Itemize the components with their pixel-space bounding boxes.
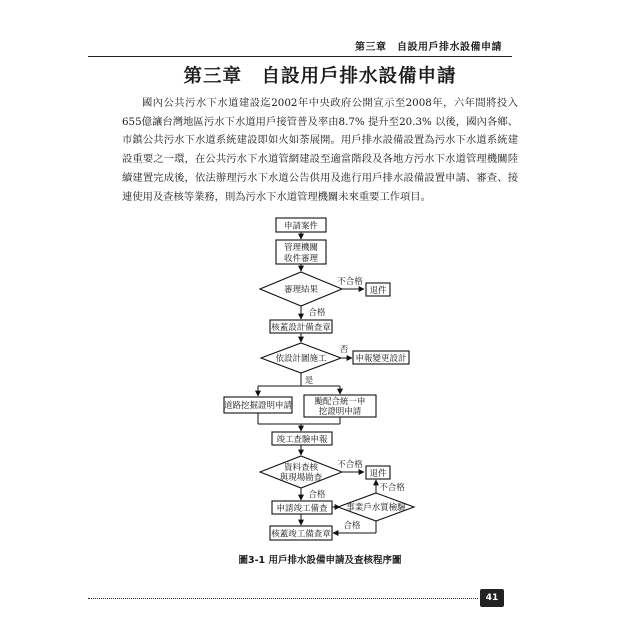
node-receive-text-2: 收件審理 [283,254,319,264]
node-receive-text-1: 管理機關 [283,243,319,253]
node-return-1-text: 退件 [369,286,387,296]
label-water-pass: 合格 [343,521,361,531]
node-water-text: 事業戶水質檢驗 [346,503,406,513]
node-completion-text: 竣工查驗申報 [276,435,328,445]
footer-dotted-rule [88,598,478,599]
page-number: 41 [480,589,504,607]
chapter-title: 第三章 自設用戶排水設備申請 [183,66,457,87]
node-approve-completion-text: 核蓋竣工備查章 [271,529,331,540]
body-paragraph: 國內公共污水下水道建設迄2002年中央政府公開宣示至2008年，六年間將投入655億讓台灣地區污水下水道用戶接管普及率由8.7% 提升至20.3% 以後，國內各鄉、市鎮公共污水下水道系統建設即如火如荼展開。用戶排水設備設置為污水下水道系統建設重要之一環，在公共污水下水道管網建設至適當階段及各地方污水下水道管理機關陸續建置完成後，依法辦理污水下水道公告供用及進行用戶排水設備設置申請、審查、接連使用及查核等業務，則為污水下水道管理機關未來重要工作項目。 [122,97,518,203]
node-review-text: 審理結果 [283,285,319,295]
label-review-fail: 不合格 [337,277,363,287]
label-construct-no: 否 [339,345,349,355]
label-construct-yes: 是 [304,376,314,386]
figure-caption: 圖3-1 用戶排水設備申請及查核程序圖 [238,555,402,566]
node-construct-text: 依設計圖施工 [275,354,327,364]
node-change-text: 申報變更設計 [355,354,407,364]
node-inspect-text-2: 與現場勘查 [279,473,323,483]
label-inspect-pass: 合格 [308,490,326,500]
running-header-title: 第三章 自設用戶排水設備申請 [355,42,502,53]
node-apply-text: 申請案件 [283,221,319,232]
label-review-pass: 合格 [308,308,326,318]
node-return-2-text: 退件 [369,469,387,479]
node-road-text: 道路挖掘證明申請 [223,401,293,411]
node-inspect-text-1: 資料查核 [283,463,319,473]
label-inspect-fail: 不合格 [337,460,363,470]
node-unified-text-2: 挖證明申請 [318,407,362,417]
label-water-fail: 不合格 [379,483,405,493]
node-unified-text-1: 颱配合統一申 [314,397,366,407]
node-approve-design-text: 核蓋設計備查章 [271,323,331,333]
node-record-text: 申請竣工備查 [276,504,328,514]
